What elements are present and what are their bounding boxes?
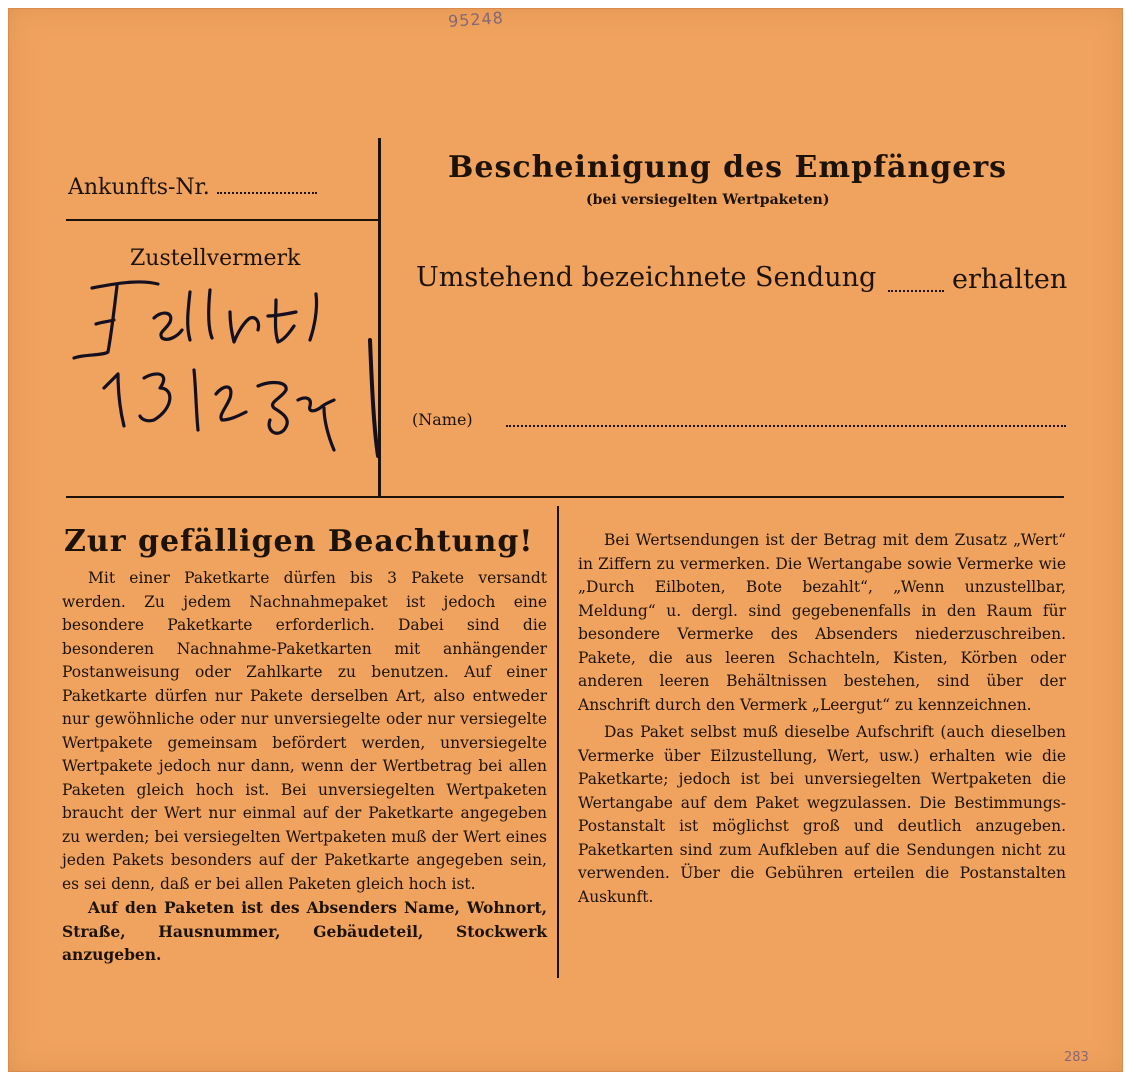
- notice-right-paragraph-1: Bei Wertsendungen ist der Betrag mit dem Zusatz „Wert“ in Ziffern zu vermerken. Die Wertangabe sowie Vermerke wie „Durch Eilboten, Bote bezahlt“, „Wenn unzustellbar, Meldung“ u. dergl. sind gegebenenfalls in den Raum für besondere Vermerke des Absenders niederzuschreiben. Pakete, die aus leeren Schachteln, Kisten, Körben oder anderen leeren Behältnissen bestehen, sind über der Anschrift durch den Vermerk „Leergut“ zu kennzeichnen.: [578, 531, 1066, 714]
- handwriting-signature: [62, 270, 382, 460]
- ankunft-dots: [217, 192, 317, 194]
- shipment-dots: [888, 290, 944, 292]
- section-divider: [66, 496, 1064, 498]
- handwritten-note: [62, 270, 382, 460]
- pencil-number-top: 95248: [447, 8, 505, 31]
- name-signature-line: [506, 425, 1066, 427]
- zustellvermerk-label: Zustellvermerk: [130, 246, 301, 271]
- notice-left-paragraph: Mit einer Paketkarte dürfen bis 3 Pakete versandt werden. Zu jedem Nachnahmepaket ist jedoch eine besondere Paketkarte erforderlich. Dabei sind die besonderen Nachnahme-Paketkarten mit anhängender Postanweisung oder Zahlkarte zu benutzen. Auf einer Paketkarte dürfen nur Pakete derselben Art, also entweder nur gewöhnliche oder nur unversiegelte oder nur versiegelte Wertpakete gemeinsam befördert werden, unversiegelte Wertpakete jedoch nur dann, wenn der Wertbetrag bei allen Paketen gleich hoch ist. Bei unversiegelten Wertpaketen braucht der Wert nur einmal auf der Paketkarte angegeben zu werden; bei versiegelten Wertpaketen muß der Wert eines jeden Pakets besonders auf der Paketkarte angegeben sein, es sei denn, daß er bei allen Paketen gleich hoch ist.: [62, 569, 547, 893]
- recipient-subtitle: (bei versiegelten Wertpaketen): [586, 192, 830, 208]
- notice-left-column: [62, 567, 547, 967]
- name-label: (Name): [412, 410, 473, 429]
- notice-left-bold: Auf den Paketen ist des Absenders Name, Wohnort, Straße, Hausnummer, Gebäudeteil, Stockwerk anzugeben.: [62, 898, 547, 964]
- notice-heading: Zur gefälligen Beachtung!: [64, 524, 534, 559]
- notice-right-paragraph-2: Das Paket selbst muß dieselbe Aufschrift (auch dieselben Vermerke über Eilzustellung, Wert, usw.) erhalten wie die Paketkarte; jedoch ist bei unversiegelten Wertpaketen die Wertangabe auf dem Paket wegzulassen. Die Bestimmungs-Postanstalt ist möglichst groß und deutlich anzugeben. Paketkarten sind zum Aufkleben auf die Sendungen nicht zu verwenden. Über die Gebühren erteilen die Postanstalten Auskunft.: [578, 723, 1066, 906]
- recipient-title: Bescheinigung des Empfängers: [448, 150, 1008, 185]
- column-divider: [557, 506, 559, 978]
- ankunft-label: Ankunfts-Nr.: [68, 175, 210, 200]
- notice-right-column: [578, 529, 1066, 913]
- pencil-number-bottom: 283: [1064, 1050, 1089, 1065]
- shipment-received-text: Umstehend bezeichnete Sendung: [416, 262, 877, 293]
- ankunft-field: [68, 175, 317, 200]
- ankunft-underline: [66, 219, 378, 221]
- received-word: erhalten: [952, 264, 1068, 295]
